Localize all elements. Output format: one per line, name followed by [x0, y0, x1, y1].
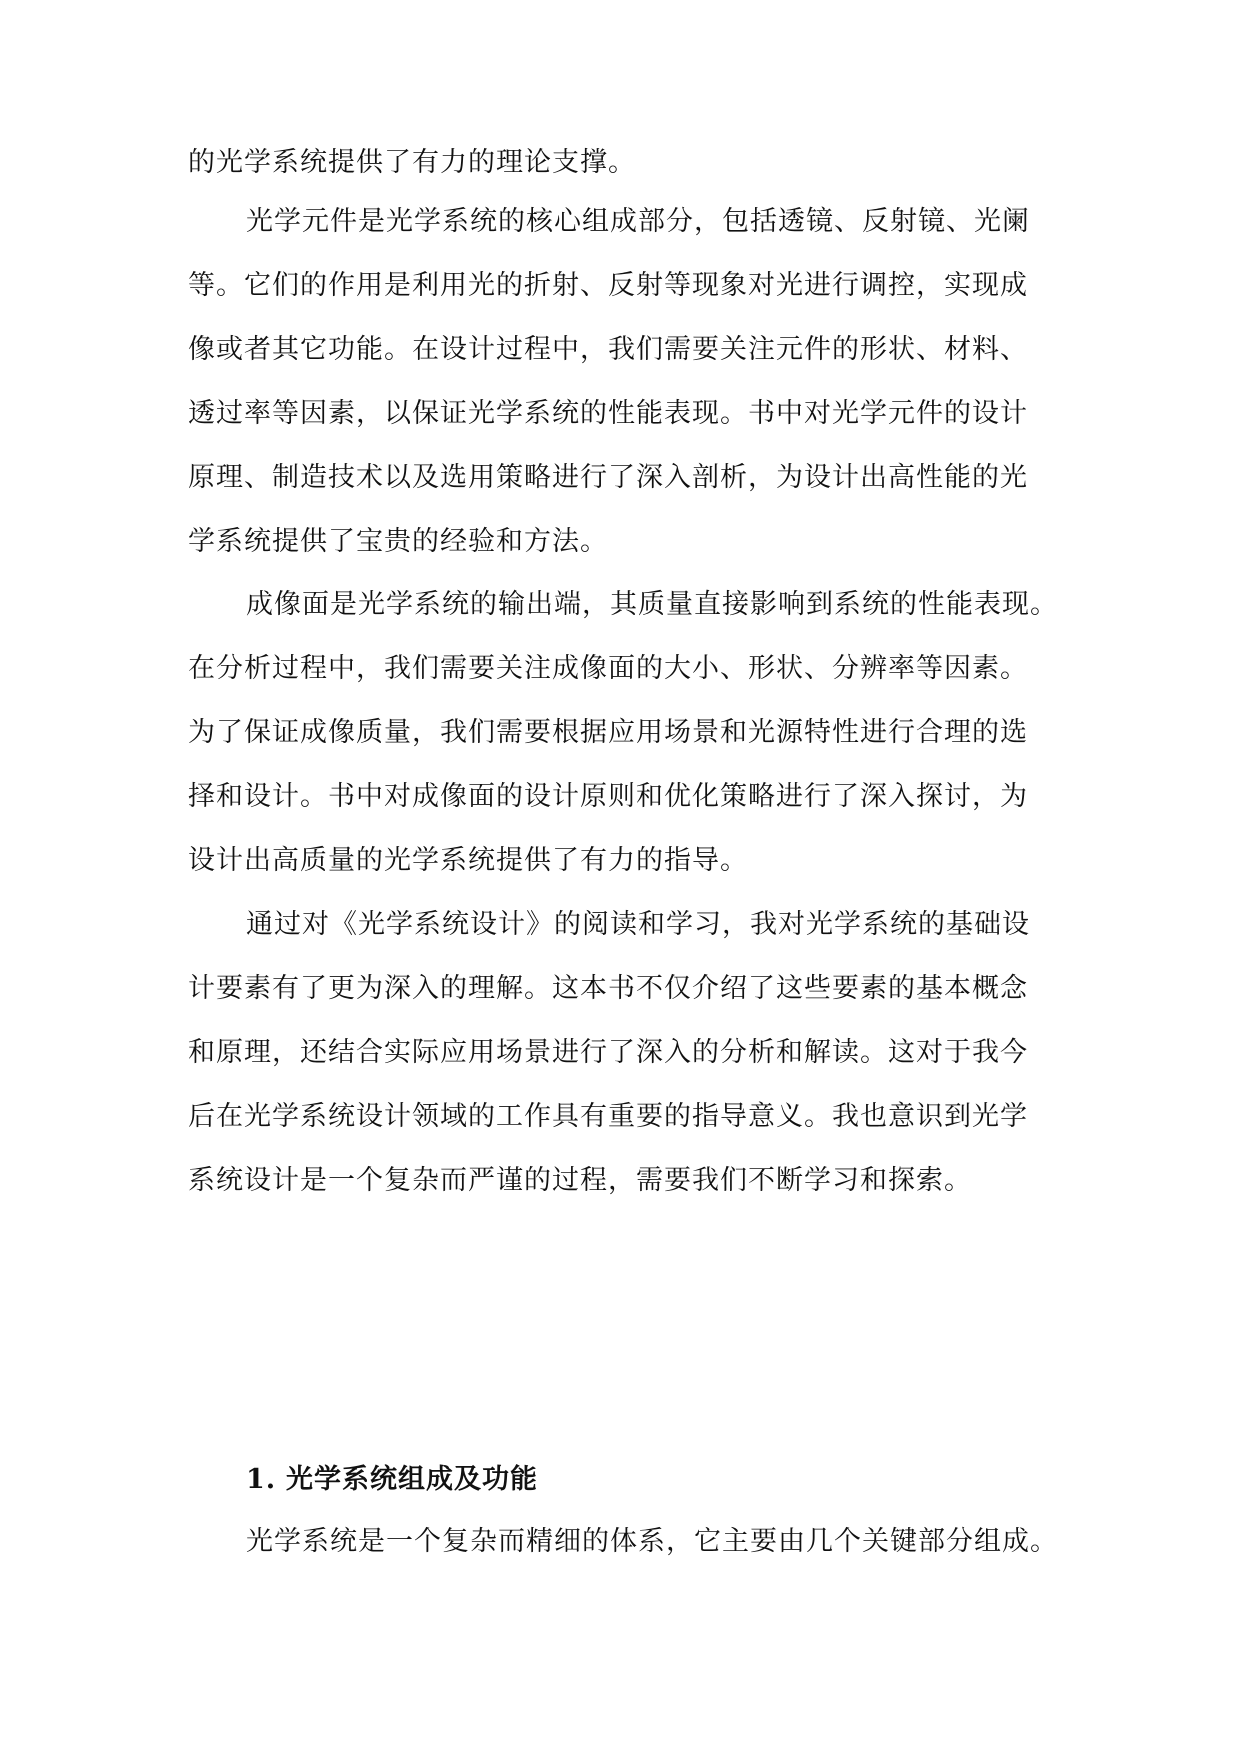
paragraph-line: 为了保证成像质量，我们需要根据应用场景和光源特性进行合理的选	[188, 717, 1028, 748]
paragraph-line: 后在光学系统设计领域的工作具有重要的指导意义。我也意识到光学	[188, 1101, 1028, 1132]
paragraph-line: 原理、制造技术以及选用策略进行了深入剖析，为设计出高性能的光	[188, 462, 1028, 493]
paragraph-line: 等。它们的作用是利用光的折射、反射等现象对光进行调控，实现成	[188, 270, 1028, 301]
paragraph-line: 通过对《光学系统设计》的阅读和学习，我对光学系统的基础设	[246, 909, 1030, 940]
section-heading	[246, 1463, 538, 1497]
paragraph-line: 光学系统是一个复杂而精细的体系，它主要由几个关键部分组成。	[246, 1526, 1058, 1557]
paragraph-line: 计要素有了更为深入的理解。这本书不仅介绍了这些要素的基本概念	[188, 973, 1028, 1004]
paragraph-line: 像或者其它功能。在设计过程中，我们需要关注元件的形状、材料、	[188, 334, 1028, 365]
paragraph-line: 成像面是光学系统的输出端，其质量直接影响到系统的性能表现。	[246, 589, 1058, 620]
paragraph-line: 系统设计是一个复杂而严谨的过程，需要我们不断学习和探索。	[188, 1165, 972, 1196]
paragraph-line: 在分析过程中，我们需要关注成像面的大小、形状、分辨率等因素。	[188, 653, 1028, 684]
paragraph-line: 透过率等因素，以保证光学系统的性能表现。书中对光学元件的设计	[188, 398, 1028, 429]
paragraph-line: 和原理，还结合实际应用场景进行了深入的分析和解读。这对于我今	[188, 1037, 1028, 1068]
paragraph-line: 设计出高质量的光学系统提供了有力的指导。	[188, 845, 748, 876]
paragraph-line: 学系统提供了宝贵的经验和方法。	[188, 526, 608, 557]
section-heading-title: 光学系统组成及功能	[286, 1464, 538, 1495]
section-heading-number: 1.	[246, 1464, 277, 1495]
paragraph-line: 择和设计。书中对成像面的设计原则和优化策略进行了深入探讨，为	[188, 781, 1028, 812]
paragraph-line: 光学元件是光学系统的核心组成部分，包括透镜、反射镜、光阑	[246, 206, 1030, 237]
paragraph-line: 的光学系统提供了有力的理论支撑。	[188, 147, 636, 178]
